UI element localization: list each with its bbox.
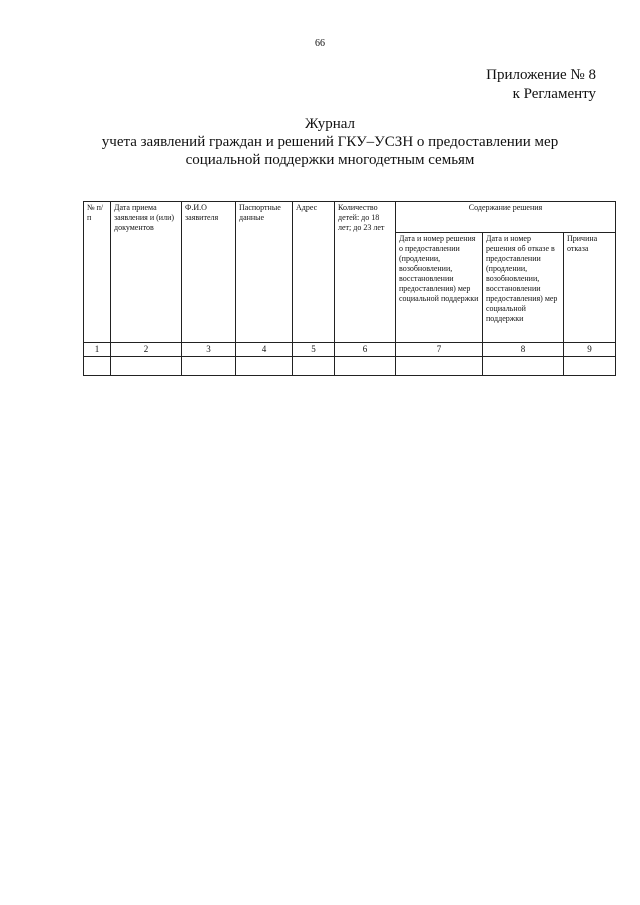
- title-line-3: социальной поддержки многодетным семьям: [185, 152, 475, 168]
- header-application-date: Дата приема заявления и (или) документов: [111, 202, 182, 343]
- empty-cell: [111, 357, 182, 376]
- empty-cell: [564, 357, 616, 376]
- header-children-count: Количество детей: до 18 лет; до 23 лет: [335, 202, 396, 343]
- empty-cell: [182, 357, 236, 376]
- empty-cell: [293, 357, 335, 376]
- header-number: № п/п: [84, 202, 111, 343]
- page-number: 66: [315, 38, 325, 49]
- empty-cell: [84, 357, 111, 376]
- column-number: 5: [293, 343, 335, 357]
- title-line-2: учета заявлений граждан и решений ГКУ–УСЗН о предоставлении мер: [101, 134, 559, 150]
- column-number: 9: [564, 343, 616, 357]
- header-refusal-reason: Причина отказа: [564, 233, 616, 343]
- header-address: Адрес: [293, 202, 335, 343]
- empty-cell: [236, 357, 293, 376]
- column-number: 8: [483, 343, 564, 357]
- empty-cell: [396, 357, 483, 376]
- header-applicant-name: Ф.И.О заявителя: [182, 202, 236, 343]
- column-number: 3: [182, 343, 236, 357]
- document-title: [60, 115, 600, 169]
- header-passport-data: Паспортные данные: [236, 202, 293, 343]
- appendix-reference: [486, 66, 596, 104]
- table-row: [84, 357, 616, 376]
- column-number: 1: [84, 343, 111, 357]
- header-grant-decision: Дата и номер решения о предоставлении (продлении, возобновлении, восстановлении предоставления) мер социальной поддержки: [396, 233, 483, 343]
- table-header-row: [84, 202, 616, 233]
- header-decision-content: Содержание решения: [396, 202, 616, 233]
- header-refusal-decision: Дата и номер решения об отказе в предоставлении (продлении, возобновлении, восстановлении предоставления) мер социальной поддержки: [483, 233, 564, 343]
- column-number: 2: [111, 343, 182, 357]
- column-number: 4: [236, 343, 293, 357]
- empty-cell: [335, 357, 396, 376]
- column-number-row: [84, 343, 616, 357]
- empty-cell: [483, 357, 564, 376]
- journal-table: [83, 201, 616, 376]
- column-number: 6: [335, 343, 396, 357]
- column-number: 7: [396, 343, 483, 357]
- title-line-1: Журнал: [304, 116, 355, 132]
- appendix-line-1: Приложение № 8: [486, 67, 596, 83]
- appendix-line-2: к Регламенту: [512, 86, 596, 102]
